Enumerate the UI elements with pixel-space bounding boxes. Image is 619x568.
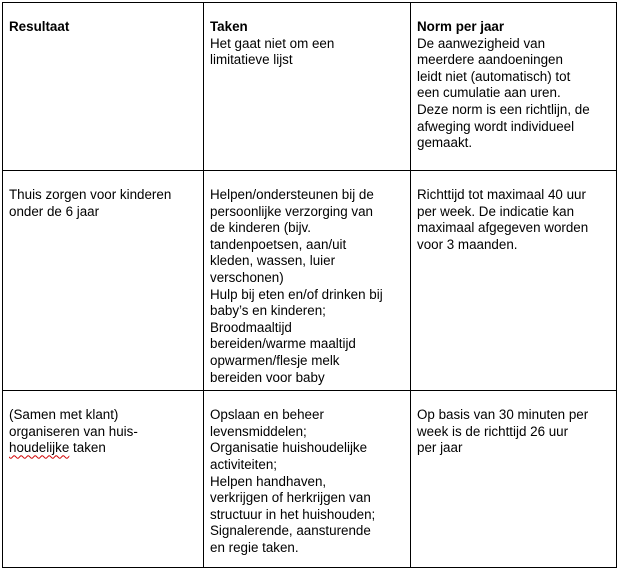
header-norm-line: De aanwezigheid van [417,35,546,51]
cell-text-line: bereiden/warme maaltijd [210,336,356,352]
cell-text-line: week is de richttijd 26 uur [417,423,569,439]
cell-text-line: verkrijgen of herkrijgen van [210,490,371,506]
header-cell-norm [411,3,617,171]
cell-norm [411,171,617,391]
header-cell-taken [204,3,411,171]
cell-text-line: baby’s en kinderen; [210,303,326,319]
header-cell-resultaat [3,3,204,171]
cell-text-line: verschonen) [210,269,284,285]
cell-norm [411,391,617,568]
header-norm-line: leidt niet (automatisch) tot [417,68,571,84]
cell-text-line: Helpen/ondersteunen bij de [210,187,374,202]
cell-text-line: Broodmaaltijd [210,319,292,335]
table-row [3,391,617,568]
cell-resultaat [3,171,204,391]
cell-text-line: Signalerende, aansturende [210,523,371,539]
header-norm-line: Deze norm is een richtlijn, de [417,101,590,117]
cell-text-line: voor 3 maanden. [417,236,518,252]
header-norm-title: Norm per jaar [417,19,505,34]
header-norm-line: afweging wordt individueel [417,118,575,134]
cell-text-line: activiteiten; [210,456,277,472]
cell-taken [204,171,411,391]
cell-text-line: (Samen met klant) [9,407,119,423]
cell-text-line: opwarmen/flesje melk [210,352,340,368]
cell-text-line: per week. De indicatie kan [417,203,575,219]
cell-text-line: organiseren van huis- [9,423,138,439]
header-taken-subtitle-line: Het gaat niet om een [210,35,335,51]
cell-text-line: Thuis zorgen voor kinderen [9,187,172,202]
cell-text-line: persoonlijke verzorging van [210,203,374,219]
cell-text-line: Op basis van 30 minuten per [417,407,589,423]
table-row [3,171,617,391]
cell-taken [204,391,411,568]
cell-text-line: Richttijd tot maximaal 40 uur [417,187,586,202]
cell-text-line: Opslaan en beheer [210,407,324,423]
norm-table [2,2,617,568]
header-norm-line: gemaakt. [417,135,473,151]
table-header-row [3,3,617,171]
spellcheck-word: houdelijke [9,440,70,456]
cell-text-line: onder de 6 jaar [9,203,100,219]
cell-text-line: per jaar [417,440,463,456]
header-norm-line: meerdere aandoeningen [417,52,563,68]
cell-text-line: bereiden voor baby [210,369,325,385]
cell-text-line: tandenpoetsen, aan/uit [210,236,347,252]
cell-text-line: en regie taken. [210,539,299,555]
cell-text-line [9,440,197,457]
header-resultaat-title: Resultaat [9,19,70,34]
cell-text-line: structuur in het huishouden; [210,506,376,522]
cell-text-line: Helpen handhaven, [210,473,327,489]
cell-text-line: Organisatie huishoudelijke [210,440,368,456]
cell-text-line: Hulp bij eten en/of drinken bij [210,286,383,302]
header-norm-line: een cumulatie aan uren. [417,85,561,101]
cell-text-line: kleden, wassen, luier [210,253,336,269]
header-taken-subtitle-line: limitatieve lijst [210,52,293,68]
header-taken-title: Taken [210,19,248,34]
cell-text-fragment: taken [69,440,106,456]
cell-text-line: de kinderen (bijv. [210,220,311,236]
cell-text-line: maximaal afgegeven worden [417,220,589,236]
cell-text-line: levensmiddelen; [210,423,307,439]
cell-resultaat [3,391,204,568]
